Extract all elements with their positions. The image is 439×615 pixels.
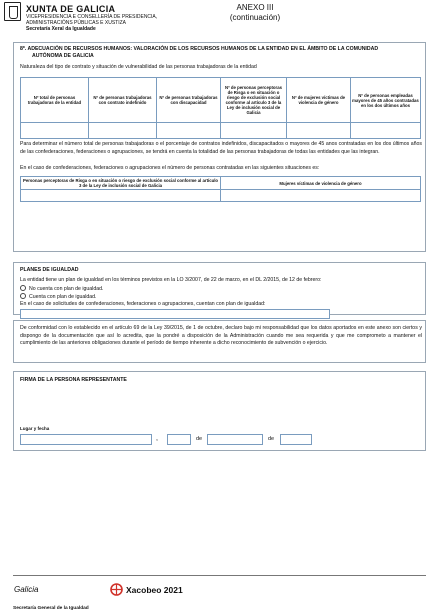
total-workers-input[interactable] bbox=[21, 123, 89, 139]
federation-plan-question: En el caso de solicitudes de confederaciones, federaciones o agrupaciones, cuentan con plan de igualdad: bbox=[20, 301, 266, 307]
footer-divider bbox=[13, 575, 426, 576]
option-has-plan-label: Cuenta con plan de igualdad. bbox=[29, 294, 97, 300]
signature-frame bbox=[13, 371, 426, 451]
day-input[interactable] bbox=[167, 434, 191, 445]
federation-table bbox=[20, 176, 421, 202]
radio-has-plan[interactable] bbox=[20, 293, 26, 299]
equality-plans-title: PLANES DE IGUALDAD bbox=[20, 267, 79, 273]
declaration-frame bbox=[13, 320, 426, 363]
column-header: Nº total de personas trabajadoras de la entidad bbox=[21, 78, 89, 123]
section-8-intro: Naturaleza del tipo de contrato y situación de vulnerabilidad de las personas trabajadoras de la entidad bbox=[20, 64, 257, 70]
section-8-paragraph-1: Para determinar el número total de personas trabajadoras o el porcentaje de contratos indefinidos, discapacitados o mayores de 45 anos contratadas en los dos últimos años de las confederaciones, federaciones o agrupaciones, se tendrá en cuenta la totalidad de las personas trabajadoras de todas las entidades que las integran. bbox=[20, 141, 422, 155]
column-header: Nº de personas empleadas mayores de 45 años contratadas en los dos últimos años bbox=[351, 78, 421, 123]
federation-plan-input[interactable] bbox=[20, 309, 330, 319]
option-no-plan-label: No cuenta con plan de igualdad. bbox=[29, 286, 104, 292]
declaration-text: De conformidad con lo establecido en el artículo 69 de la Ley 39/2015, de 1 de octubre, declaro bajo mi responsabilidad que los datos aportados en este anexo son ciertos y dispongo de la documentación que así lo acredita, que la pondré a disposición de la Administración cuando me sea requerida y que me comprometo a mantener el cumplimiento de las anteriores obligaciones durante el período de tiempo inherente a dicho reconocimiento de subvención o ejercicio. bbox=[20, 325, 422, 347]
dept-line-3: Secretaría Xeral da Igualdade bbox=[26, 26, 96, 32]
year-input[interactable] bbox=[280, 434, 312, 445]
section-8-paragraph-2: En el caso de confederaciones, federaciones o agrupaciones el número de personas contratadas en las siguientes situaciones es: bbox=[20, 165, 320, 171]
over-45-input[interactable] bbox=[351, 123, 421, 139]
disability-input[interactable] bbox=[157, 123, 221, 139]
risga-input[interactable] bbox=[221, 123, 287, 139]
federation-col-risga: Personas perceptoras de Risga o en situación o riesgo de exclusión social conforme al artículo 3 de la Ley de inclusión social de Galicia bbox=[21, 177, 221, 190]
column-header: Nº de personas perceptoras de Risga o en situación o riesgo de exclusión social conforme al artículo 3 de la Ley de inclusión social de Galicia bbox=[221, 78, 287, 123]
page-header bbox=[0, 0, 439, 40]
section-8-title: 8º. ADECUACIÓN DE RECURSOS HUMANOS: VALORACIÓN DE LOS RECURSOS HUMANOS DE LA ENTIDAD EN EL ÁMBITO DE LA COMUNIDAD AUTÓNOMA DE GALICIA bbox=[20, 46, 379, 59]
equality-plans-frame bbox=[13, 262, 426, 315]
gender-violence-input[interactable] bbox=[287, 123, 351, 139]
xacobeo-shell-icon bbox=[110, 583, 123, 596]
federation-col-violence: Mujeres víctimas de violencia de género bbox=[221, 177, 421, 190]
federation-risga-input[interactable] bbox=[21, 190, 221, 202]
place-date-label: Lugar y fecha bbox=[20, 426, 50, 431]
galicia-logo: Galicia bbox=[14, 585, 39, 594]
place-input[interactable] bbox=[20, 434, 152, 445]
dept-line-1: VICEPRESIDENCIA E CONSELLERÍA DE PRESIDENCIA, bbox=[26, 14, 158, 20]
comma-separator: , bbox=[156, 435, 158, 442]
department-block bbox=[26, 14, 157, 32]
equality-plans-question: La entidad tiene un plan de igualdad en los términos previstos en la LO 3/2007, de 22 de marzo, en el DL 2/2015, de 12 de febrero: bbox=[20, 277, 322, 283]
federation-violence-input[interactable] bbox=[221, 190, 421, 202]
annex-subtitle: (continuación) bbox=[229, 13, 281, 22]
indefinite-contract-input[interactable] bbox=[89, 123, 157, 139]
xunta-logo-icon bbox=[4, 2, 21, 21]
section-8-frame bbox=[13, 42, 426, 252]
annex-title: ANEXO III bbox=[236, 3, 274, 12]
xacobeo-logo: Xacobeo 2021 bbox=[126, 585, 183, 595]
workforce-table bbox=[20, 77, 421, 139]
column-header: Nº de personas trabajadoras con contrato indefinido bbox=[89, 78, 157, 123]
column-header: Nº de mujeres víctimas de violencia de género bbox=[287, 78, 351, 123]
radio-no-plan[interactable] bbox=[20, 285, 26, 291]
de-label-2: de bbox=[268, 436, 275, 442]
dept-line-2: ADMINISTRACIÓNS PÚBLICAS E XUSTIZA bbox=[26, 20, 127, 26]
footer-secretaria: Secretaría General de la Igualdad bbox=[13, 606, 89, 611]
signature-title: FIRMA DE LA PERSONA REPRESENTANTE bbox=[20, 377, 127, 383]
annex-heading bbox=[220, 3, 290, 23]
de-label-1: de bbox=[196, 436, 203, 442]
xunta-title: XUNTA DE GALICIA bbox=[26, 4, 116, 14]
column-header: Nº de personas trabajadoras con discapacidad bbox=[157, 78, 221, 123]
month-input[interactable] bbox=[207, 434, 263, 445]
